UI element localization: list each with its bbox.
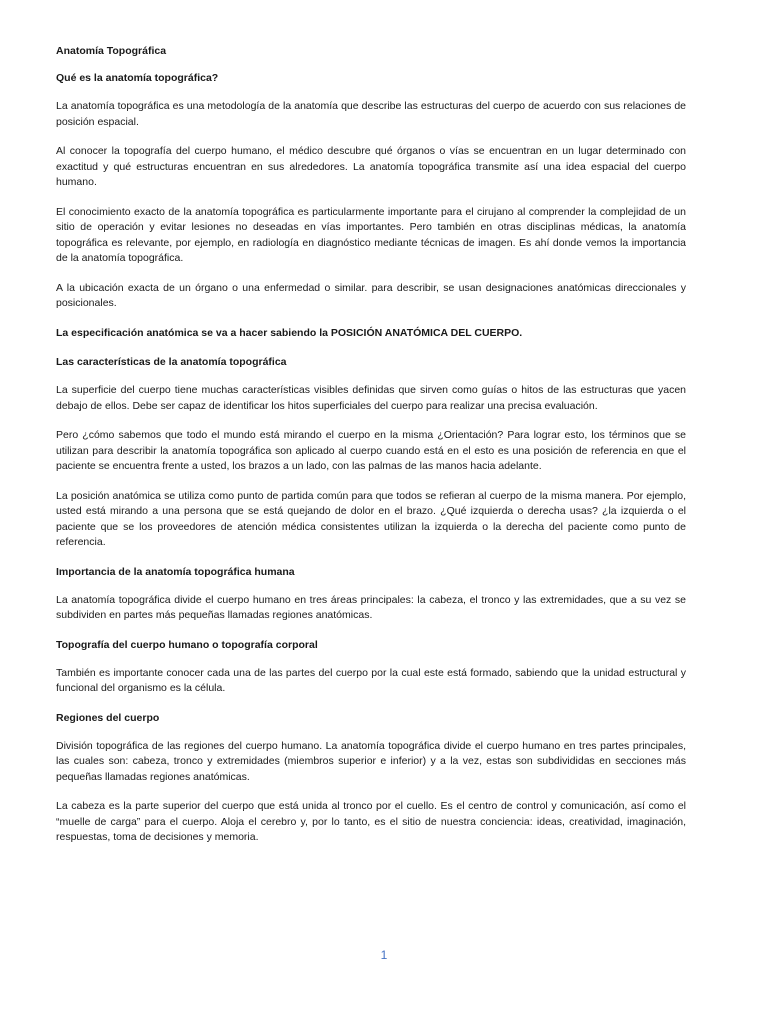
- paragraph: La cabeza es la parte superior del cuerpo que está unida al tronco por el cuello. Es el centro de control y comunicación, así como el “muelle de carga” para el cuerpo. Aloja el cerebro y, por lo tanto, es el sitio de nuestra conciencia: ideas, creatividad, imaginación, respuestas, toma de decisiones y memoria.: [56, 800, 686, 843]
- paragraph: Al conocer la topografía del cuerpo humano, el médico descubre qué órganos o vías se encuentran en un lugar determinado con exactitud y qué estructuras encuentran en sus alrededores. La anatomía topográfica transmite así una idea espacial del cuerpo humano.: [56, 145, 686, 188]
- section-heading: Topografía del cuerpo humano o topografía corporal: [56, 638, 318, 651]
- paragraph: También es importante conocer cada una de las partes del cuerpo por la cual este está formado, sabiendo que la unidad estructural y funcional del organismo es la célula.: [56, 666, 686, 694]
- paragraph: La superficie del cuerpo tiene muchas características visibles definidas que sirven como guías o hitos de las estructuras que yacen debajo de ellos. Debe ser capaz de identificar los hitos superficiales del cuerpo para realizar una precisa evaluación.: [56, 384, 686, 412]
- paragraph: División topográfica de las regiones del cuerpo humano. La anatomía topográfica divide el cuerpo humano en tres partes principales, las cuales son: cabeza, tronco y extremidades (miembros superior e inferior) y a la vez, estas son subdivididas en secciones más pequeñas llamadas regiones anatómicas.: [56, 739, 686, 783]
- document-title: Anatomía Topográfica: [56, 45, 167, 57]
- paragraph: La anatomía topográfica es una metodología de la anatomía que describe las estructuras del cuerpo de acuerdo con sus relaciones de posición espacial.: [56, 100, 686, 128]
- section-heading: Qué es la anatomía topográfica?: [56, 72, 219, 84]
- paragraph: A la ubicación exacta de un órgano o una enfermedad o similar. para describir, se usan designaciones anatómicas direccionales y posicionales.: [56, 281, 686, 309]
- bold-paragraph: La especificación anatómica se va a hacer sabiendo la POSICIÓN ANATÓMICA DEL CUERPO.: [56, 326, 523, 339]
- section-heading: Regiones del cuerpo: [56, 711, 160, 724]
- paragraph: El conocimiento exacto de la anatomía topográfica es particularmente importante para el cirujano al comprender la complejidad de un sitio de operación y evitar lesiones no deseadas en vías importantes. Pero también en otras disciplinas médicas, la anatomía topográfica es relevante, por ejemplo, en radiología en diagnóstico mediante técnicas de imagen. Es ahí donde vemos la importancia de la anatomía topográfica.: [56, 205, 686, 264]
- page-number: 1: [380, 948, 388, 962]
- paragraph: La posición anatómica se utiliza como punto de partida común para que todos se refieran al cuerpo de la misma manera. Por ejemplo, usted está mirando a una persona que se está quejando de dolor en el brazo. ¿Qué izquierda o derecha usas? ¿la izquierda o el paciente que se los proveedores de atención médica consistentes utilizan la izquierda o la derecha del paciente como punto de referencia.: [56, 489, 686, 548]
- paragraph: Pero ¿cómo sabemos que todo el mundo está mirando el cuerpo en la misma ¿Orientación? Para lograr esto, los términos que se utilizan para describir la anatomía topográfica son aplicado al cuerpo cuando está en el esto es una posición de referencia en que el paciente se encuentra frente a usted, los brazos a un lado, con las palmas de las manos hacia adelante.: [56, 429, 686, 472]
- section-heading: Importancia de la anatomía topográfica humana: [56, 565, 295, 578]
- document-page: [56, 44, 686, 860]
- paragraph: La anatomía topográfica divide el cuerpo humano en tres áreas principales: la cabeza, el tronco y las extremidades, que a su vez se subdividen en partes más pequeñas llamadas regiones anatómicas.: [56, 593, 686, 621]
- section-heading: Las características de la anatomía topográfica: [56, 356, 287, 368]
